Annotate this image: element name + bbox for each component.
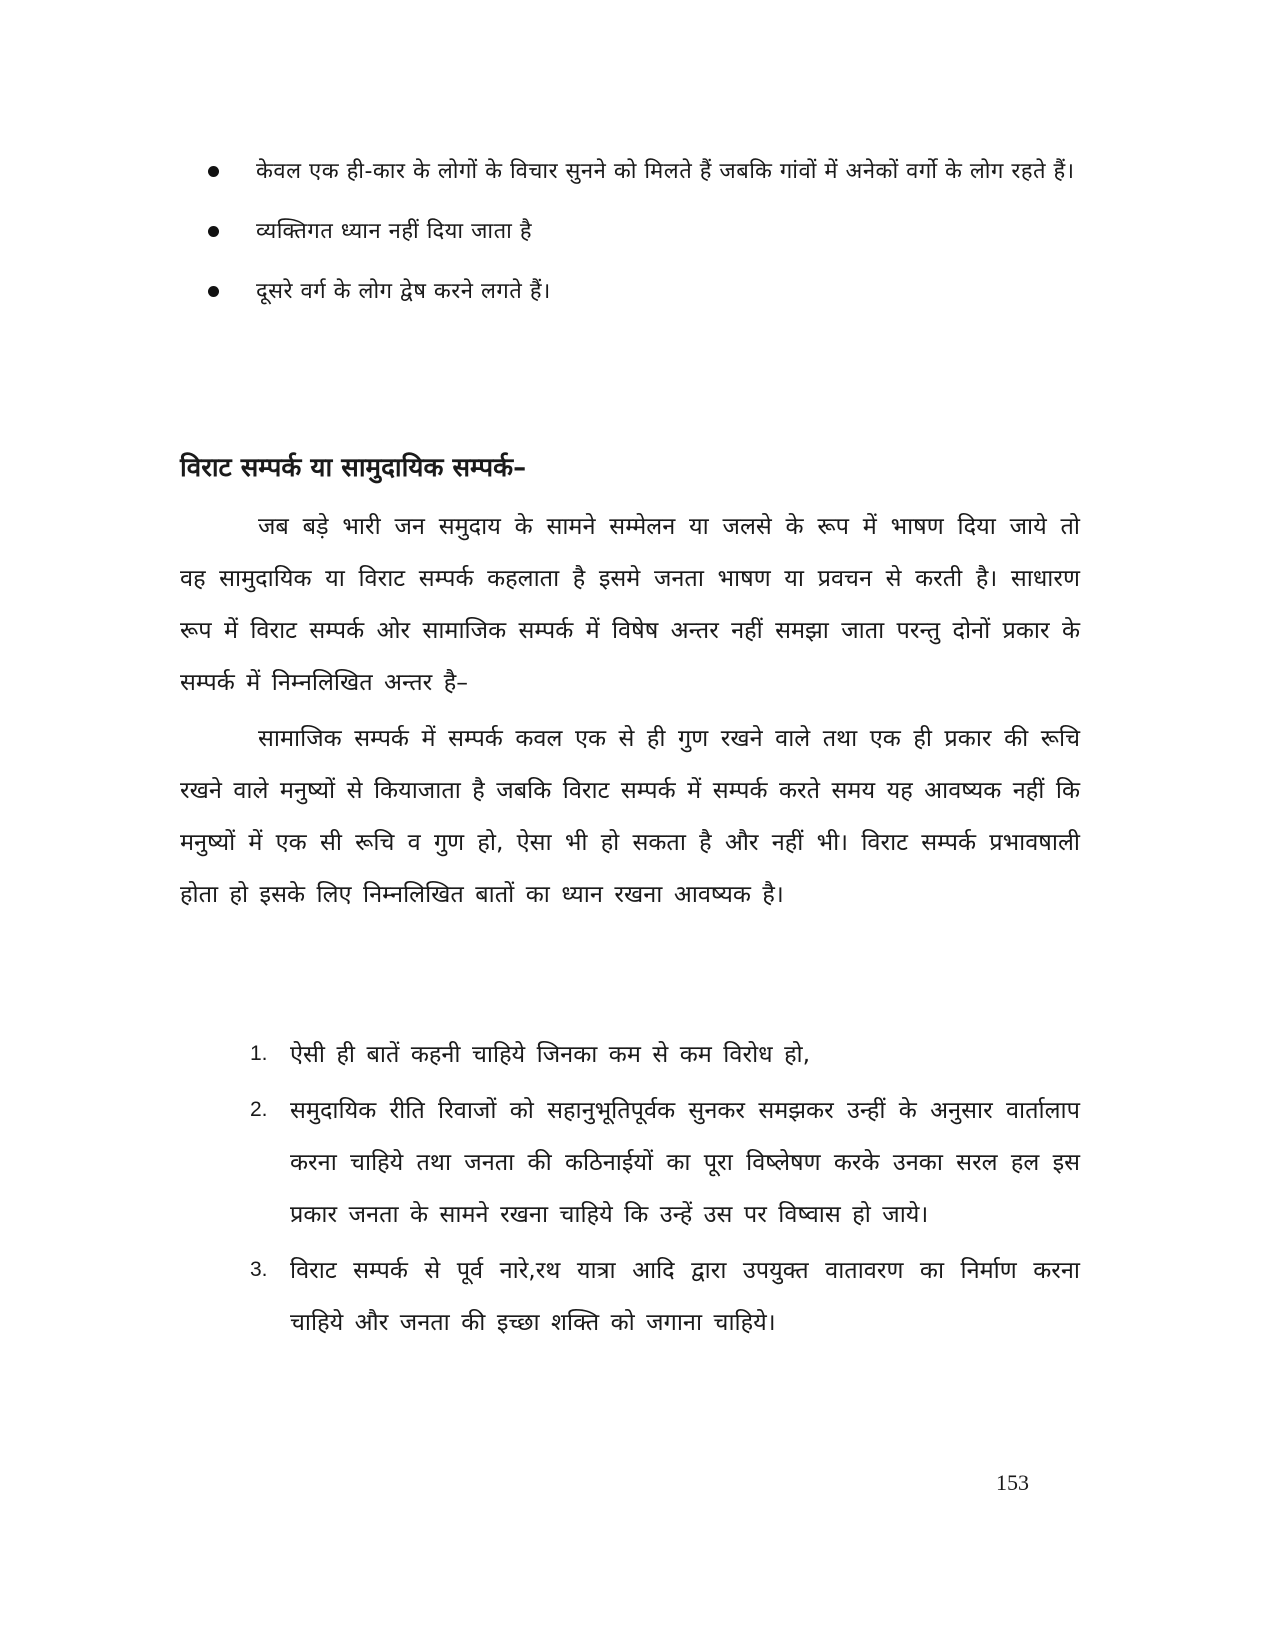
page-number: 153 <box>996 1470 1029 1495</box>
section-heading: विराट सम्पर्क या सामुदायिक सम्पर्क– <box>180 453 527 483</box>
body-paragraphs <box>180 500 1080 924</box>
paragraph: सामाजिक सम्पर्क में सम्पर्क कवल एक से ही गुण रखने वाले तथा एक ही प्रकार की रूचि रखने वाले मनुष्यों से कियाजाता है जबकि विराट सम्पर्क में सम्पर्क करते समय यह आवष्यक नहीं कि मनुष्यों में एक सी रूचि व गुण हो, ऐसा भी हो सकता है और नहीं भी। विराट सम्पर्क प्रभावषाली होता हो इसके लिए निम्नलिखित बातों का ध्यान रखना आवष्यक है। <box>180 724 1080 908</box>
bullet-list <box>200 148 1080 328</box>
numbered-item <box>250 1028 1080 1080</box>
item-text: विराट सम्पर्क से पूर्व नारे,रथ यात्रा आदि द्वारा उपयुक्त वातावरण का निर्माण करना चाहिये और जनता की इच्छा शक्ति को जगाना चाहिये। <box>290 1256 1080 1336</box>
bullet-dot-icon <box>208 226 219 237</box>
numbered-item <box>250 1084 1080 1240</box>
bullet-dot-icon <box>208 286 219 297</box>
item-number: 3. <box>250 1258 268 1281</box>
item-text: ऐसी ही बातें कहनी चाहिये जिनका कम से कम विरोध हो, <box>290 1040 811 1068</box>
numbered-list <box>250 1028 1080 1352</box>
item-number: 2. <box>250 1098 268 1121</box>
bullet-dot-icon <box>208 166 219 177</box>
bullet-item <box>200 268 1080 316</box>
bullet-item <box>200 208 1080 256</box>
numbered-item <box>250 1244 1080 1348</box>
item-text: समुदायिक रीति रिवाजों को सहानुभूतिपूर्वक सुनकर समझकर उन्हीं के अनुसार वार्तालाप करना चाहिये तथा जनता की कठिनाईयों का पूरा विष्लेषण करके उनका सरल हल इस प्रकार जनता के सामने रखना चाहिये कि उन्हें उस पर विष्वास हो जाये। <box>290 1096 1080 1228</box>
bullet-text: व्यक्तिगत ध्यान नहीं दिया जाता है <box>256 219 533 244</box>
bullet-text: केवल एक ही-कार के लोगों के विचार सुनने को मिलते हैं जबकि गांवों में अनेकों वर्गो के लोग रहते हैं। <box>256 159 1075 184</box>
item-number: 1. <box>250 1042 268 1065</box>
paragraph: जब बड़े भारी जन समुदाय के सामने सम्मेलन या जलसे के रूप में भाषण दिया जाये तो वह सामुदायिक या विराट सम्पर्क कहलाता है इसमे जनता भाषण या प्रवचन से करती है। साधारण रूप में विराट सम्पर्क ओर सामाजिक सम्पर्क में विषेष अन्तर नहीं समझा जाता परन्तु दोनों प्रकार के सम्पर्क में निम्नलिखित अन्तर है– <box>180 512 1080 696</box>
bullet-item <box>200 148 1080 196</box>
bullet-text: दूसरे वर्ग के लोग द्वेष करने लगते हैं। <box>256 279 551 304</box>
